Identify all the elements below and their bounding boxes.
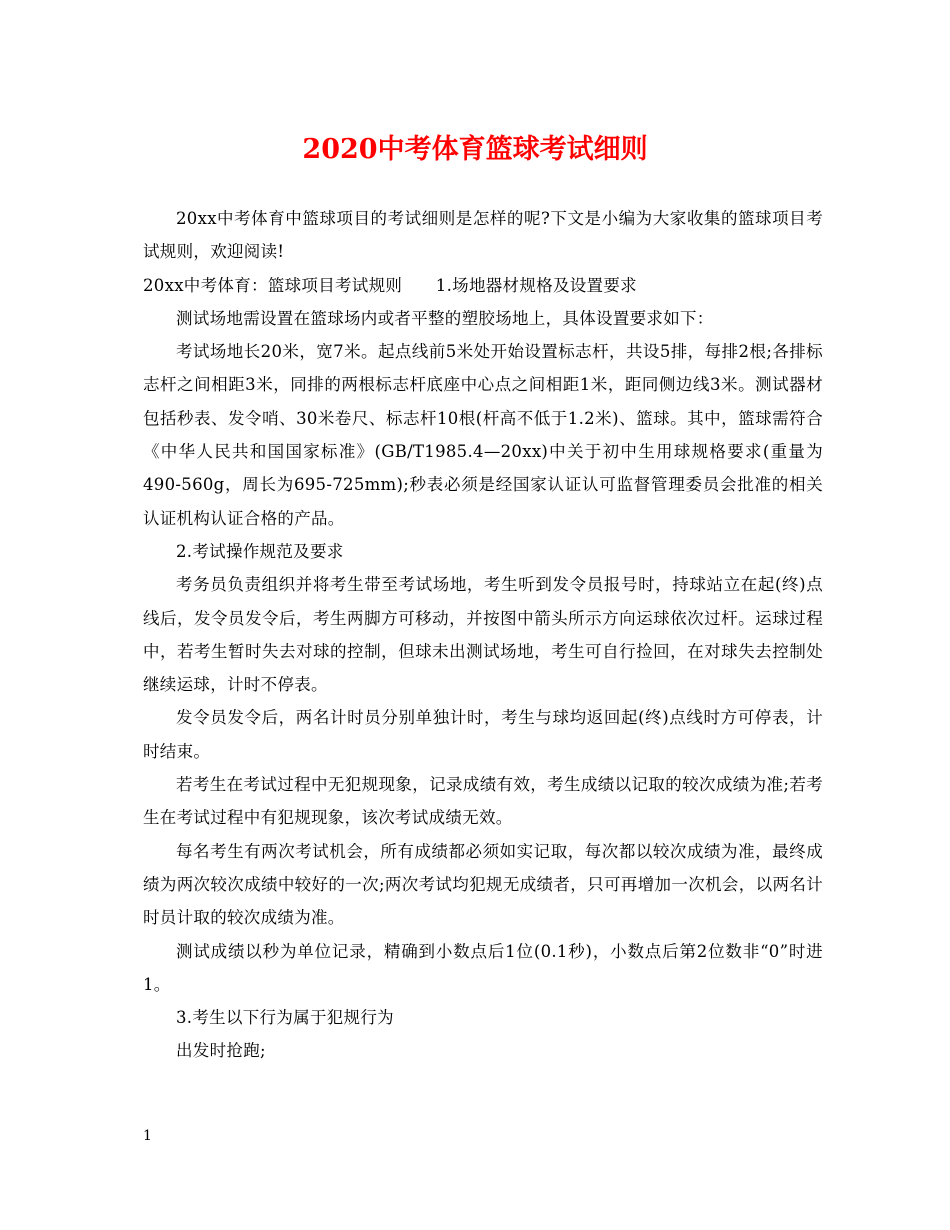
document-body [143, 202, 823, 1068]
paragraph-fouls-validity: 若考生在考试过程中无犯规现象，记录成绩有效，考生成绩以记取的较次成绩为准;若考生在考试过程中有犯规现象，该次考试成绩无效。 [143, 775, 823, 828]
paragraph-venue-specs: 考试场地长20米，宽7米。起点线前5米处开始设置标志杆，共设5排，每排2根;各排标志杆之间相距3米，同排的两根标志杆底座中心点之间相距1米，距同侧边线3米。测试器材包括秒表、发令哨、30米卷尺、标志杆10根(杆高不低于1.2米)、篮球。其中，篮球需符合《中华人民共和国国家标准》(GB/T1985.4—20xx)中关于初中生用球规格要求(重量为490-560g，周长为695-725mm);秒表必须是经国家认证认可监督管理委员会批准的相关认证机构认证合格的产品。 [143, 342, 823, 528]
page-number: 1 [143, 1128, 152, 1144]
paragraph-venue-requirement: 测试场地需设置在篮球场内或者平整的塑胶场地上，具体设置要求如下： [176, 308, 714, 328]
paragraph-section-heading: 20xx中考体育：篮球项目考试规则 1.场地器材规格及设置要求 [143, 275, 637, 295]
paragraph-heading-procedure: 2.考试操作规范及要求 [176, 541, 344, 561]
paragraph-foul-item: 出发时抢跑; [176, 1041, 266, 1061]
paragraph-heading-fouls: 3.考生以下行为属于犯规行为 [176, 1008, 394, 1028]
paragraph-recording: 测试成绩以秒为单位记录，精确到小数点后1位(0.1秒)，小数点后第2位数非“0”时进1。 [143, 941, 823, 994]
paragraph-attempts: 每名考生有两次考试机会，所有成绩都必须如实记取，每次都以较次成绩为准，最终成绩为两次较次成绩中较好的一次;两次考试均犯规无成绩者，只可再增加一次机会，以两名计时员计取的较次成绩为准。 [143, 841, 823, 928]
page-title: 2020中考体育篮球考试细则 [302, 134, 648, 165]
paragraph-timing: 发令员发令后，两名计时员分别单独计时，考生与球均返回起(终)点线时方可停表，计时结束。 [143, 708, 823, 761]
paragraph-intro: 20xx中考体育中篮球项目的考试细则是怎样的呢?下文是小编为大家收集的篮球项目考试规则，欢迎阅读! [143, 209, 823, 262]
paragraph-procedure: 考务员负责组织并将考生带至考试场地，考生听到发令员报号时，持球站立在起(终)点线后，发令员发令后，考生两脚方可移动，并按图中箭头所示方向运球依次过杆。运球过程中，若考生暂时失去对球的控制，但球未出测试场地，考生可自行捡回，在对球失去控制处继续运球，计时不停表。 [143, 575, 823, 695]
